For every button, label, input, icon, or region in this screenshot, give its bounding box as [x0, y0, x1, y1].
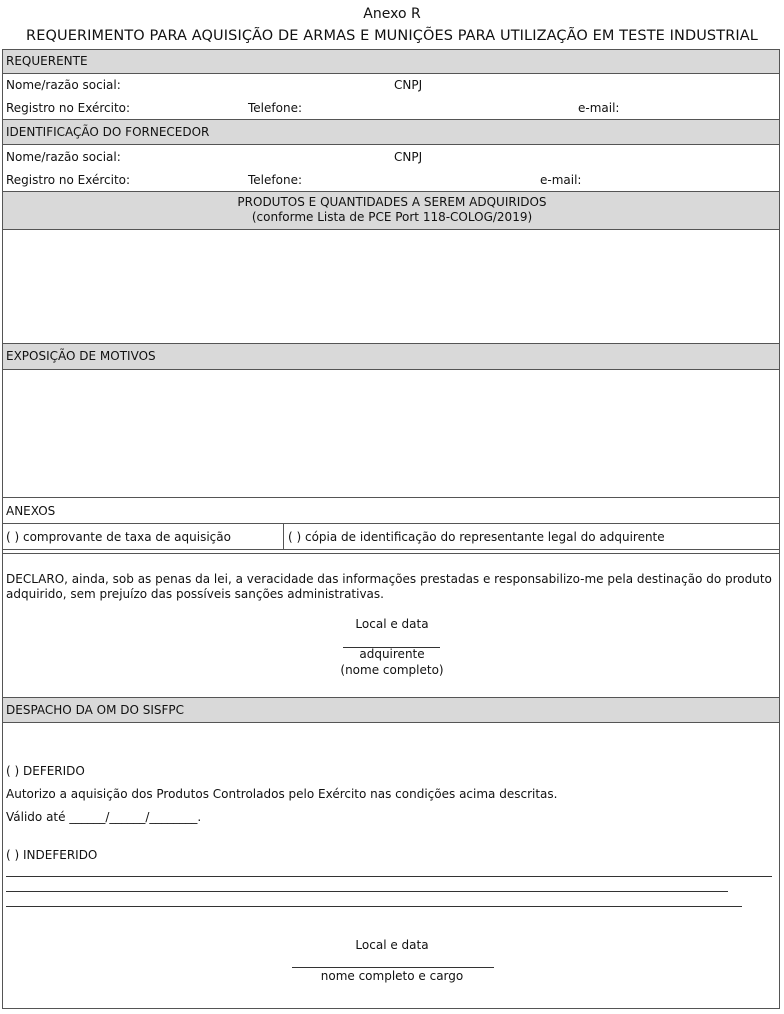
requerente-email-label: e-mail:: [578, 101, 620, 115]
adquirente-label: adquirente: [359, 647, 425, 661]
fornecedor-phone-label: Telefone:: [248, 173, 302, 187]
form-title: REQUERIMENTO PARA AQUISIÇÃO DE ARMAS E MUNIÇÕES PARA UTILIZAÇÃO EM TESTE INDUSTRIAL: [26, 28, 758, 44]
despacho-header: [3, 697, 779, 723]
fornecedor-header: [3, 119, 779, 145]
anexos-divider: [3, 523, 779, 524]
nome-cargo-label: nome completo e cargo: [320, 969, 464, 983]
requerente-header: [3, 49, 779, 74]
produtos-area[interactable]: [4, 231, 778, 342]
deferido-checkbox[interactable]: ( ) DEFERIDO: [6, 764, 85, 778]
indeferido-reason-line-1: [6, 876, 772, 877]
valido-ate-field[interactable]: Válido até ______/______/________.: [6, 810, 202, 824]
requerente-name-label: Nome/razão social:: [6, 78, 121, 92]
fornecedor-registry-label: Registro no Exército:: [6, 173, 131, 187]
fornecedor-cnpj-label: CNPJ: [394, 150, 423, 164]
annex-label: Anexo R: [363, 6, 421, 22]
despacho-section-label: DESPACHO DA OM DO SISFPC: [6, 703, 185, 717]
anexos-section-label: ANEXOS: [6, 504, 56, 518]
despacho-signature-line: [292, 967, 494, 968]
fornecedor-email-label: e-mail:: [540, 173, 582, 187]
nome-completo-label: (nome completo): [340, 663, 444, 677]
motivos-header: [3, 343, 779, 370]
declaracao-line2: adquirido, sem prejuízo das possíveis sanções administrativas.: [6, 587, 384, 601]
autorizo-text: Autorizo a aquisição dos Produtos Controlados pelo Exército nas condições acima descritas.: [6, 787, 558, 801]
anexos-column-divider: [283, 523, 284, 549]
anexos-top-divider: [3, 497, 779, 498]
motivos-section-label: EXPOSIÇÃO DE MOTIVOS: [6, 349, 156, 363]
requerente-section-label: REQUERENTE: [6, 54, 88, 68]
produtos-title: PRODUTOS E QUANTIDADES A SEREM ADQUIRIDOS: [237, 195, 547, 209]
declaracao-local-data: Local e data: [355, 617, 429, 631]
produtos-subtitle: (conforme Lista de PCE Port 118-COLOG/2019): [251, 210, 533, 224]
fornecedor-section-label: IDENTIFICAÇÃO DO FORNECEDOR: [6, 125, 210, 139]
indeferido-checkbox[interactable]: ( ) INDEFERIDO: [6, 848, 98, 862]
anexo-taxa-checkbox[interactable]: ( ) comprovante de taxa de aquisição: [6, 530, 231, 544]
despacho-local-data: Local e data: [355, 938, 429, 952]
requerente-phone-label: Telefone:: [248, 101, 302, 115]
indeferido-reason-line-2: [6, 891, 728, 892]
anexos-bottom-line: [3, 549, 779, 550]
declaracao-line1: DECLARO, ainda, sob as penas da lei, a veracidade das informações prestadas e responsabilizo-me pela destinação do produto: [6, 572, 772, 586]
motivos-area[interactable]: [4, 371, 778, 496]
requerente-cnpj-label: CNPJ: [394, 78, 423, 92]
indeferido-reason-line-3: [6, 906, 742, 907]
anexos-double-line: [3, 553, 779, 554]
fornecedor-name-label: Nome/razão social:: [6, 150, 121, 164]
anexo-identificacao-checkbox[interactable]: ( ) cópia de identificação do representante legal do adquirente: [288, 530, 665, 544]
requerente-registry-label: Registro no Exército:: [6, 101, 131, 115]
